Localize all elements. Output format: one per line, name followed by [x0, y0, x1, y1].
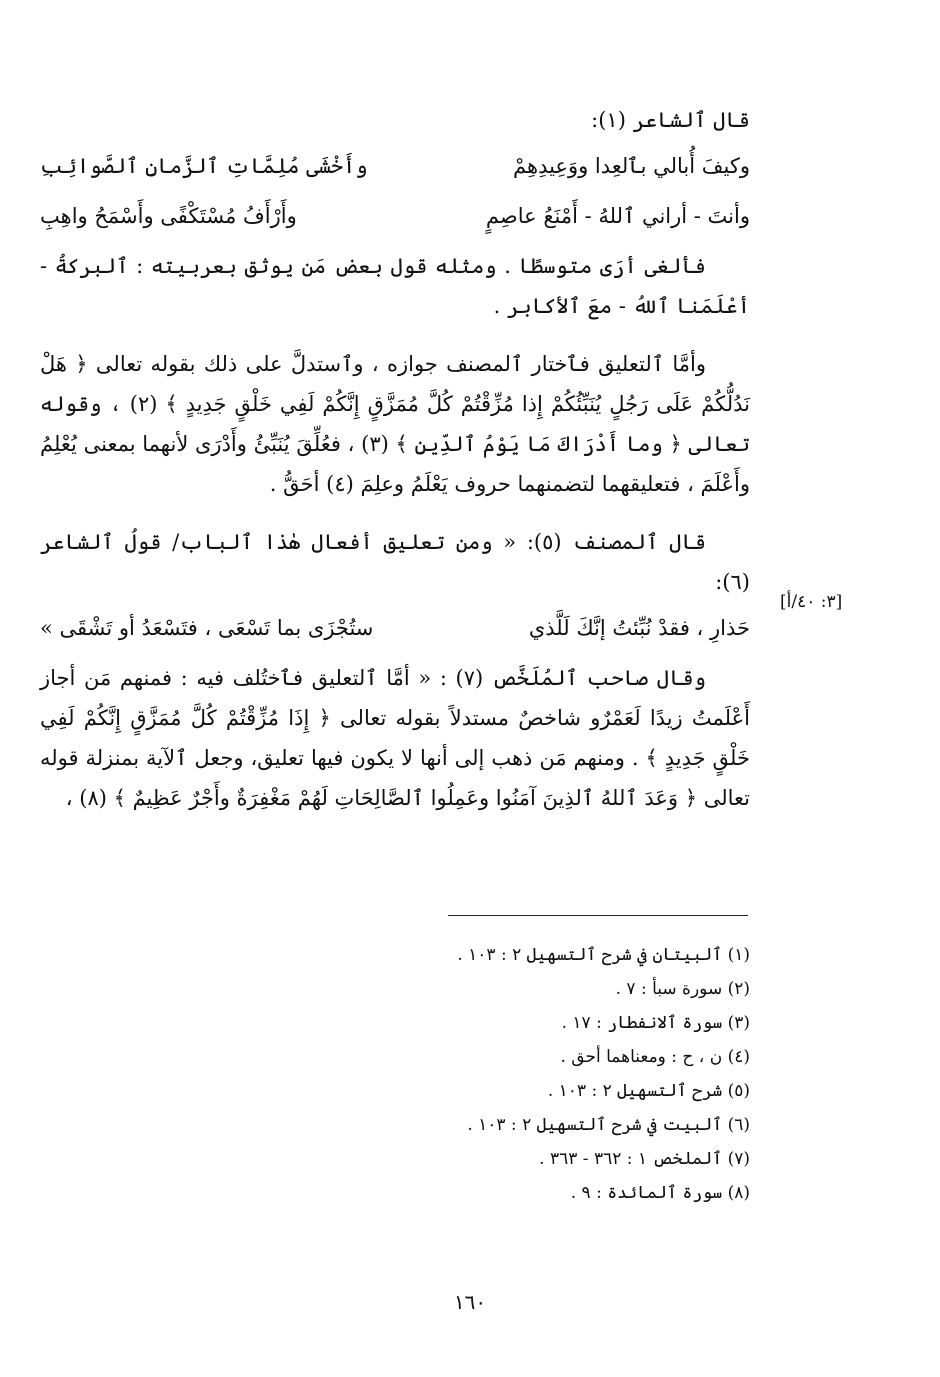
paragraph-4: وقال صاحب ٱلمُلَخَّص (٧) : « أمَّا ٱلتعليق فٱختُلف فيه : فمنهم مَن أجاز أَعْلَمتُ زيدًا لَعَمْرٌو شاخصٌ مستدلاً بقوله تعالى ﴿ إِذَا مُزِّقْتُمْ كُلَّ مُمَزَّقٍ إِنَّكُمْ لَفِي خَلْقٍ جَدِيدٍ ﴾ . ومنهم مَن ذهب إلى أنها لا يكون فيها تعليق، وجعل ٱلآية بمنزلة قوله تعالى ﴿ وَعَدَ ٱللهُ ٱلذِينَ آمَنُوا وعَمِلُوا ٱلصَّالِحَاتِ لَهُمْ مَغْفِرَةٌ وأَجْرٌ عَظِيمٌ ﴾ (٨) ،	[40, 666, 750, 810]
footnote-2: (٢) سورة سبأ : ٧ .	[615, 979, 750, 999]
verse-3-first-hemistich: حَذارِ ، فقدْ نُبِّئتُ إنَّكَ لَلَّذي	[528, 616, 750, 640]
verse-3	[40, 608, 750, 648]
verse-2-first-hemistich: وأنتَ - أراني ٱللهُ - أَمْنَعُ عاصِمٍ	[485, 204, 750, 228]
verse-3-second-hemistich: ستُجْزَى بما تَسْعَى ، فتَسْعَدُ أو تَشْقَى »	[40, 616, 374, 640]
footnotes	[430, 938, 750, 1210]
paragraph-2: وأمَّا ٱلتعليق فٱختار ٱلمصنف جوازه ، وٱستدلَّ على ذلك بقوله تعالى ﴿ هَلْ نَدُلُّكُمْ عَلَى رَجُلٍ يُنَبِّئُكُمْ إِذا مُزِّقْتُمْ كُلَّ مُمَزَّقٍ إِنَّكُمْ لَفِي خَلْقٍ جَدِيدٍ ﴾ (٢) ، وقوله تعالى ﴿ وما أَدْرَاكَ مَا يَوْمُ ٱلدِّينِ ﴾ (٣) ، فعُلِّقَ يُنَبِّئُ وأَدْرَى لأنهما بمعنى يُعْلِمُ وأَعْلَمَ ، فتعليقهما لتضمنهما حروف يَعْلَمُ وعلِمَ (٤) أحَقُّ .	[40, 352, 750, 496]
footnote-5: (٥) شرح ٱلتسهيل ٢ : ١٠٣ .	[547, 1081, 750, 1101]
paragraph-3: قال ٱلمصنف (٥): « ومن تعليق أفعال هٰذا ٱلباب/ قولُ ٱلشاعر (٦):	[40, 530, 750, 594]
verse-2-second-hemistich: وأَرْأَفُ مُسْتَكْفًى وأَسْمَحُ واهِبِ	[40, 204, 297, 228]
footnote-1: (١) ٱلبيتان في شرح ٱلتسهيل ٢ : ١٠٣ .	[457, 945, 750, 965]
intro-line: قال ٱلشاعر (١):	[591, 108, 750, 132]
verse-1-first-hemistich: وكيفَ أُبالي بٱلعِدا ووَعِيدِهِمْ	[513, 154, 750, 178]
footnote-8: (٨) سورة ٱلمائدة : ٩ .	[570, 1183, 750, 1203]
footnote-7: (٧) ٱلملخص ١ : ٣٦٢ - ٣٦٣ .	[539, 1149, 750, 1169]
manuscript-folio-reference: [٣: ٤٠/أ]	[780, 592, 843, 612]
main-text	[40, 100, 750, 836]
footnote-divider	[448, 915, 748, 916]
verse-2	[40, 196, 750, 236]
paragraph-1: فألغى أرَى متوسطًا . ومثله قول بعض مَن يوثق بعربيته : ٱلبركةُ - أعْلَمَنا ٱللهُ - معَ ٱلأكابر .	[40, 254, 750, 318]
footnote-4: (٤) ن ، ح : ومعناهما أحق .	[560, 1047, 750, 1067]
verse-1-second-hemistich: وأَخْشَى مُلِمَّاتِ ٱلزَّمانِ ٱلصَّوائِبِ	[40, 154, 368, 178]
footnote-3: (٣) سورة ٱلانفطار : ١٧ .	[561, 1013, 750, 1033]
verse-1	[40, 146, 750, 186]
page-number: ١٦٠	[453, 1290, 487, 1314]
footnote-6: (٦) ٱلبيت في شرح ٱلتسهيل ٢ : ١٠٣ .	[467, 1115, 750, 1135]
